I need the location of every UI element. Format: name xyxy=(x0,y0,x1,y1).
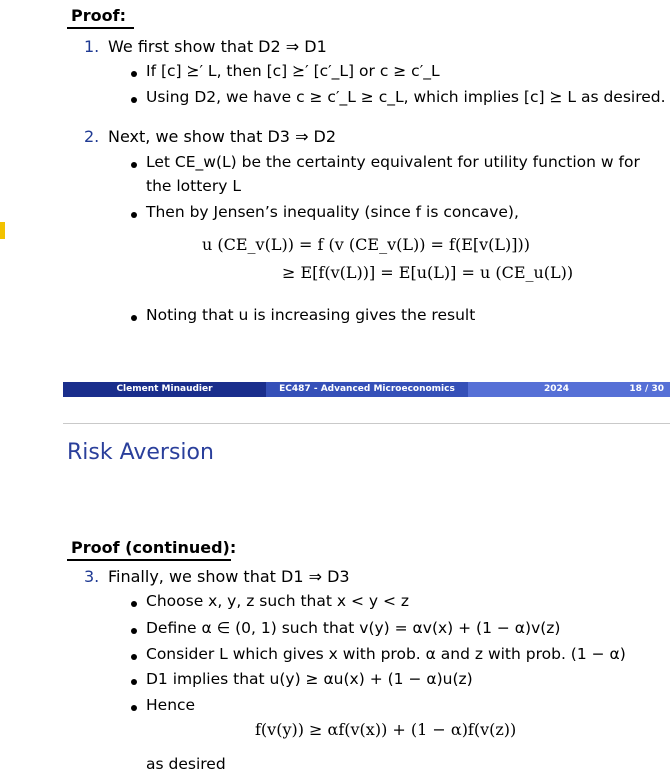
bullet-text: Let CE_w(L) be the certainty equivalent for utility function w for xyxy=(146,153,640,171)
highlight-marker xyxy=(0,222,5,239)
proof-title: Proof (continued): xyxy=(71,538,237,557)
bullet-text: If [c] ⪰′ L, then [c] ⪰′ [c′_L] or c ≥ c′_L xyxy=(146,62,440,80)
step-text: Next, we show that D3 ⇒ D2 xyxy=(108,127,337,146)
closing-text: as desired xyxy=(146,755,226,773)
bullet-text: Hence xyxy=(146,696,196,714)
bullet-text: D1 implies that u(y) ≥ αu(x) + (1 − α)u(z) xyxy=(146,670,473,688)
step-number: 2. xyxy=(84,127,100,146)
bullet-dot xyxy=(131,315,137,321)
footer-right xyxy=(468,382,670,397)
equation-line-1: u (CE_v(L)) = f (v (CE_v(L)) = f(E[v(L)])) xyxy=(202,235,530,254)
bullet-dot xyxy=(131,679,137,685)
bullet-dot xyxy=(131,71,137,77)
footer-year: 2024 xyxy=(544,384,570,394)
bullet-text: Then by Jensen’s inequality (since f is concave), xyxy=(146,203,519,221)
bullet-dot xyxy=(131,654,137,660)
slide-title: Risk Aversion xyxy=(67,440,214,465)
bullet-text: Consider L which gives x with prob. α and z with prob. (1 − α) xyxy=(146,645,626,663)
footer-page: 18 / 30 xyxy=(629,384,664,394)
step-number: 3. xyxy=(84,567,100,586)
step-text: We first show that D2 ⇒ D1 xyxy=(108,37,327,56)
equation: f(v(y)) ≥ αf(v(x)) + (1 − α)f(v(z)) xyxy=(255,720,517,739)
slide-divider xyxy=(63,423,670,424)
bullet-text: Define α ∈ (0, 1) such that v(y) = αv(x) + (1 − α)v(z) xyxy=(146,619,561,637)
footer-bar xyxy=(63,382,670,397)
bullet-dot xyxy=(131,162,137,168)
bullet-dot xyxy=(131,97,137,103)
step-text: Finally, we show that D1 ⇒ D3 xyxy=(108,567,350,586)
bullet-text: Using D2, we have c ≥ c′_L ≥ c_L, which implies [c] ⪰ L as desired. xyxy=(146,88,666,106)
proof-title: Proof: xyxy=(71,6,126,25)
bullet-text-continued: the lottery L xyxy=(146,177,241,195)
equation-line-2: ≥ E[f(v(L))] = E[u(L)] = u (CE_u(L)) xyxy=(282,263,574,282)
proof-title-underline xyxy=(67,27,134,29)
step-number: 1. xyxy=(84,37,100,56)
bullet-dot xyxy=(131,212,137,218)
footer-course: EC487 - Advanced Microeconomics xyxy=(266,382,468,397)
bullet-text: Choose x, y, z such that x < y < z xyxy=(146,592,410,610)
bullet-dot xyxy=(131,601,137,607)
bullet-text: Noting that u is increasing gives the result xyxy=(146,306,476,324)
footer-author: Clement Minaudier xyxy=(63,382,266,397)
bullet-dot xyxy=(131,628,137,634)
proof-title-underline xyxy=(67,559,231,561)
bullet-dot xyxy=(131,705,137,711)
